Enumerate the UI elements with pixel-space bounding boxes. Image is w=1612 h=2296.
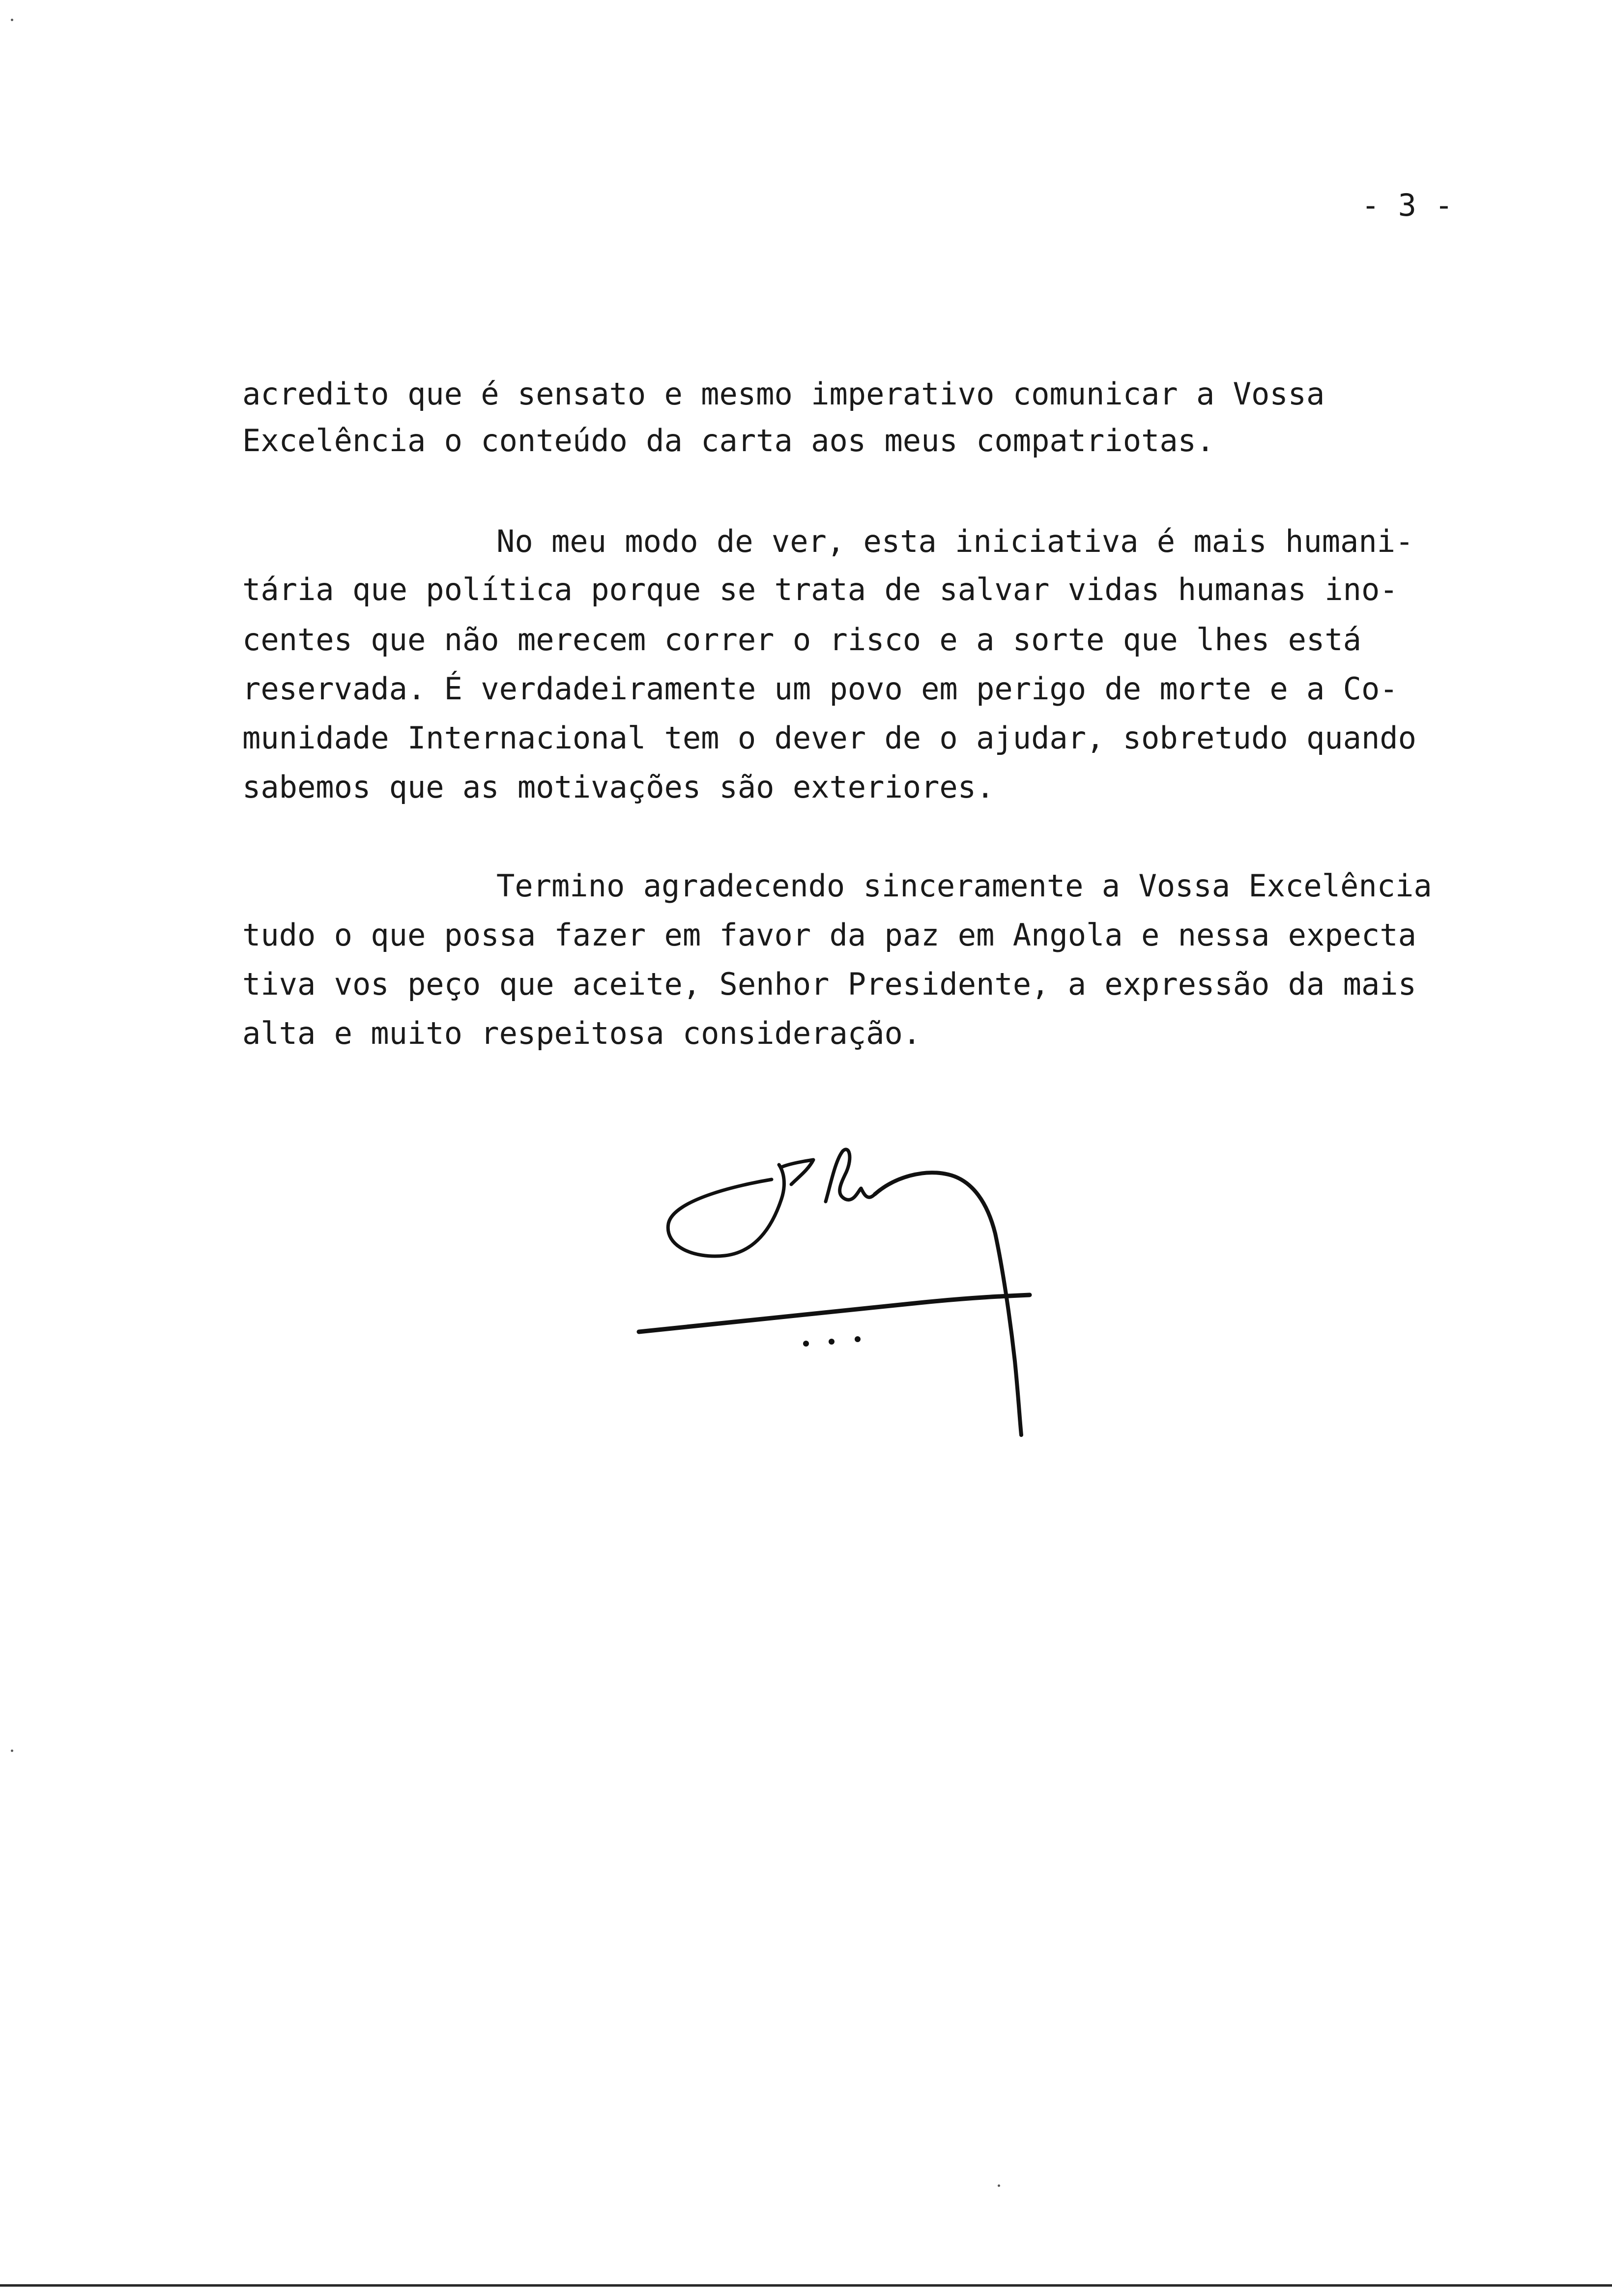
paragraph-2-line-5: munidade Internacional tem o dever de o ajudar, sobretudo quando xyxy=(242,720,1416,756)
paragraph-3-line-3: tiva vos peço que aceite, Senhor Presidente, a expressão da mais xyxy=(242,966,1416,1002)
bottom-edge-rule xyxy=(0,2284,1612,2287)
paragraph-1-line-1: acredito que é sensato e mesmo imperativo comunicar a Vossa xyxy=(242,376,1325,412)
paragraph-2-line-1: No meu modo de ver, esta iniciativa é mais humani- xyxy=(496,523,1414,559)
paragraph-3-line-2: tudo o que possa fazer em favor da paz em Angola e nessa expecta xyxy=(242,917,1416,953)
paragraph-3-line-4: alta e muito respeitosa consideração. xyxy=(242,1015,921,1051)
scan-speck xyxy=(998,2184,1000,2187)
scan-speck xyxy=(11,19,13,21)
scan-speck xyxy=(11,1750,13,1752)
paragraph-2-line-3: centes que não merecem correr o risco e a sorte que lhes está xyxy=(242,622,1361,658)
paragraph-2-line-6: sabemos que as motivações são exteriores. xyxy=(242,769,995,805)
paragraph-2-line-2: tária que política porque se trata de salvar vidas humanas ino- xyxy=(242,572,1398,607)
paragraph-3-line-1: Termino agradecendo sinceramente a Vossa Excelência xyxy=(496,868,1432,904)
paragraph-2-line-4: reservada. É verdadeiramente um povo em perigo de morte e a Co- xyxy=(242,671,1398,707)
page-number: - 3 - xyxy=(1361,187,1453,223)
handwritten-signature xyxy=(619,1130,1111,1523)
paragraph-1-line-2: Excelência o conteúdo da carta aos meus compatriotas. xyxy=(242,423,1215,459)
